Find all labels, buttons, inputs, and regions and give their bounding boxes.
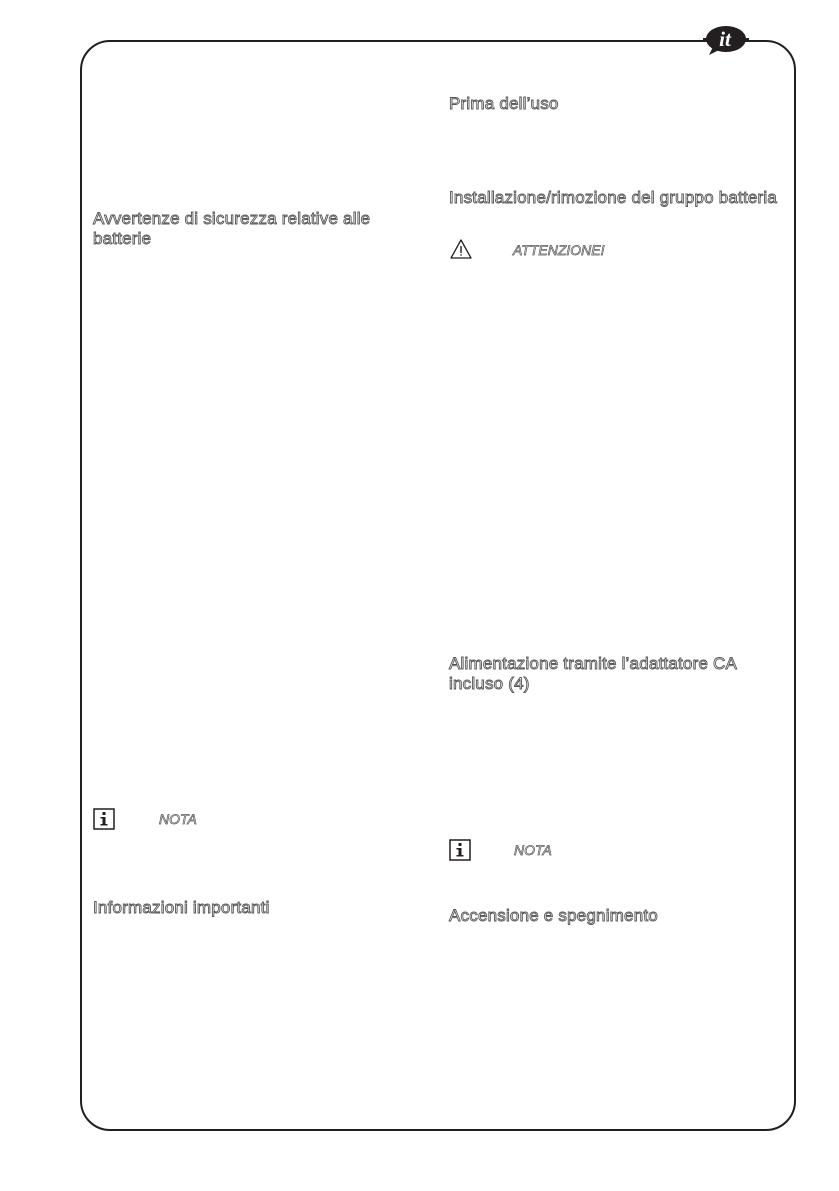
important-info-heading: Informazioni importanti — [93, 898, 270, 917]
attention-label: ATTENZIONE! — [513, 242, 605, 258]
ac-adapter-heading: Alimentazione tramite l’adattatore CA incluso (4) — [449, 654, 737, 693]
power-on-off-heading: Accensione e spegnimento — [449, 906, 658, 925]
language-badge — [703, 23, 749, 57]
battery-safety-heading: Avvertenze di sicurezza relative alle batterie — [93, 209, 371, 248]
battery-install-heading: Installazione/rimozione del gruppo batteria — [449, 188, 778, 207]
info-icon — [449, 839, 471, 861]
attention-callout — [449, 238, 669, 260]
note-callout-right — [449, 839, 649, 861]
warning-icon — [449, 238, 473, 260]
note-label: NOTA — [514, 842, 552, 858]
info-icon — [93, 808, 115, 830]
language-code: it — [719, 27, 731, 51]
note-label: NOTA — [159, 811, 197, 827]
note-callout-left — [93, 808, 293, 830]
before-use-heading: Prima dell’uso — [449, 94, 559, 113]
